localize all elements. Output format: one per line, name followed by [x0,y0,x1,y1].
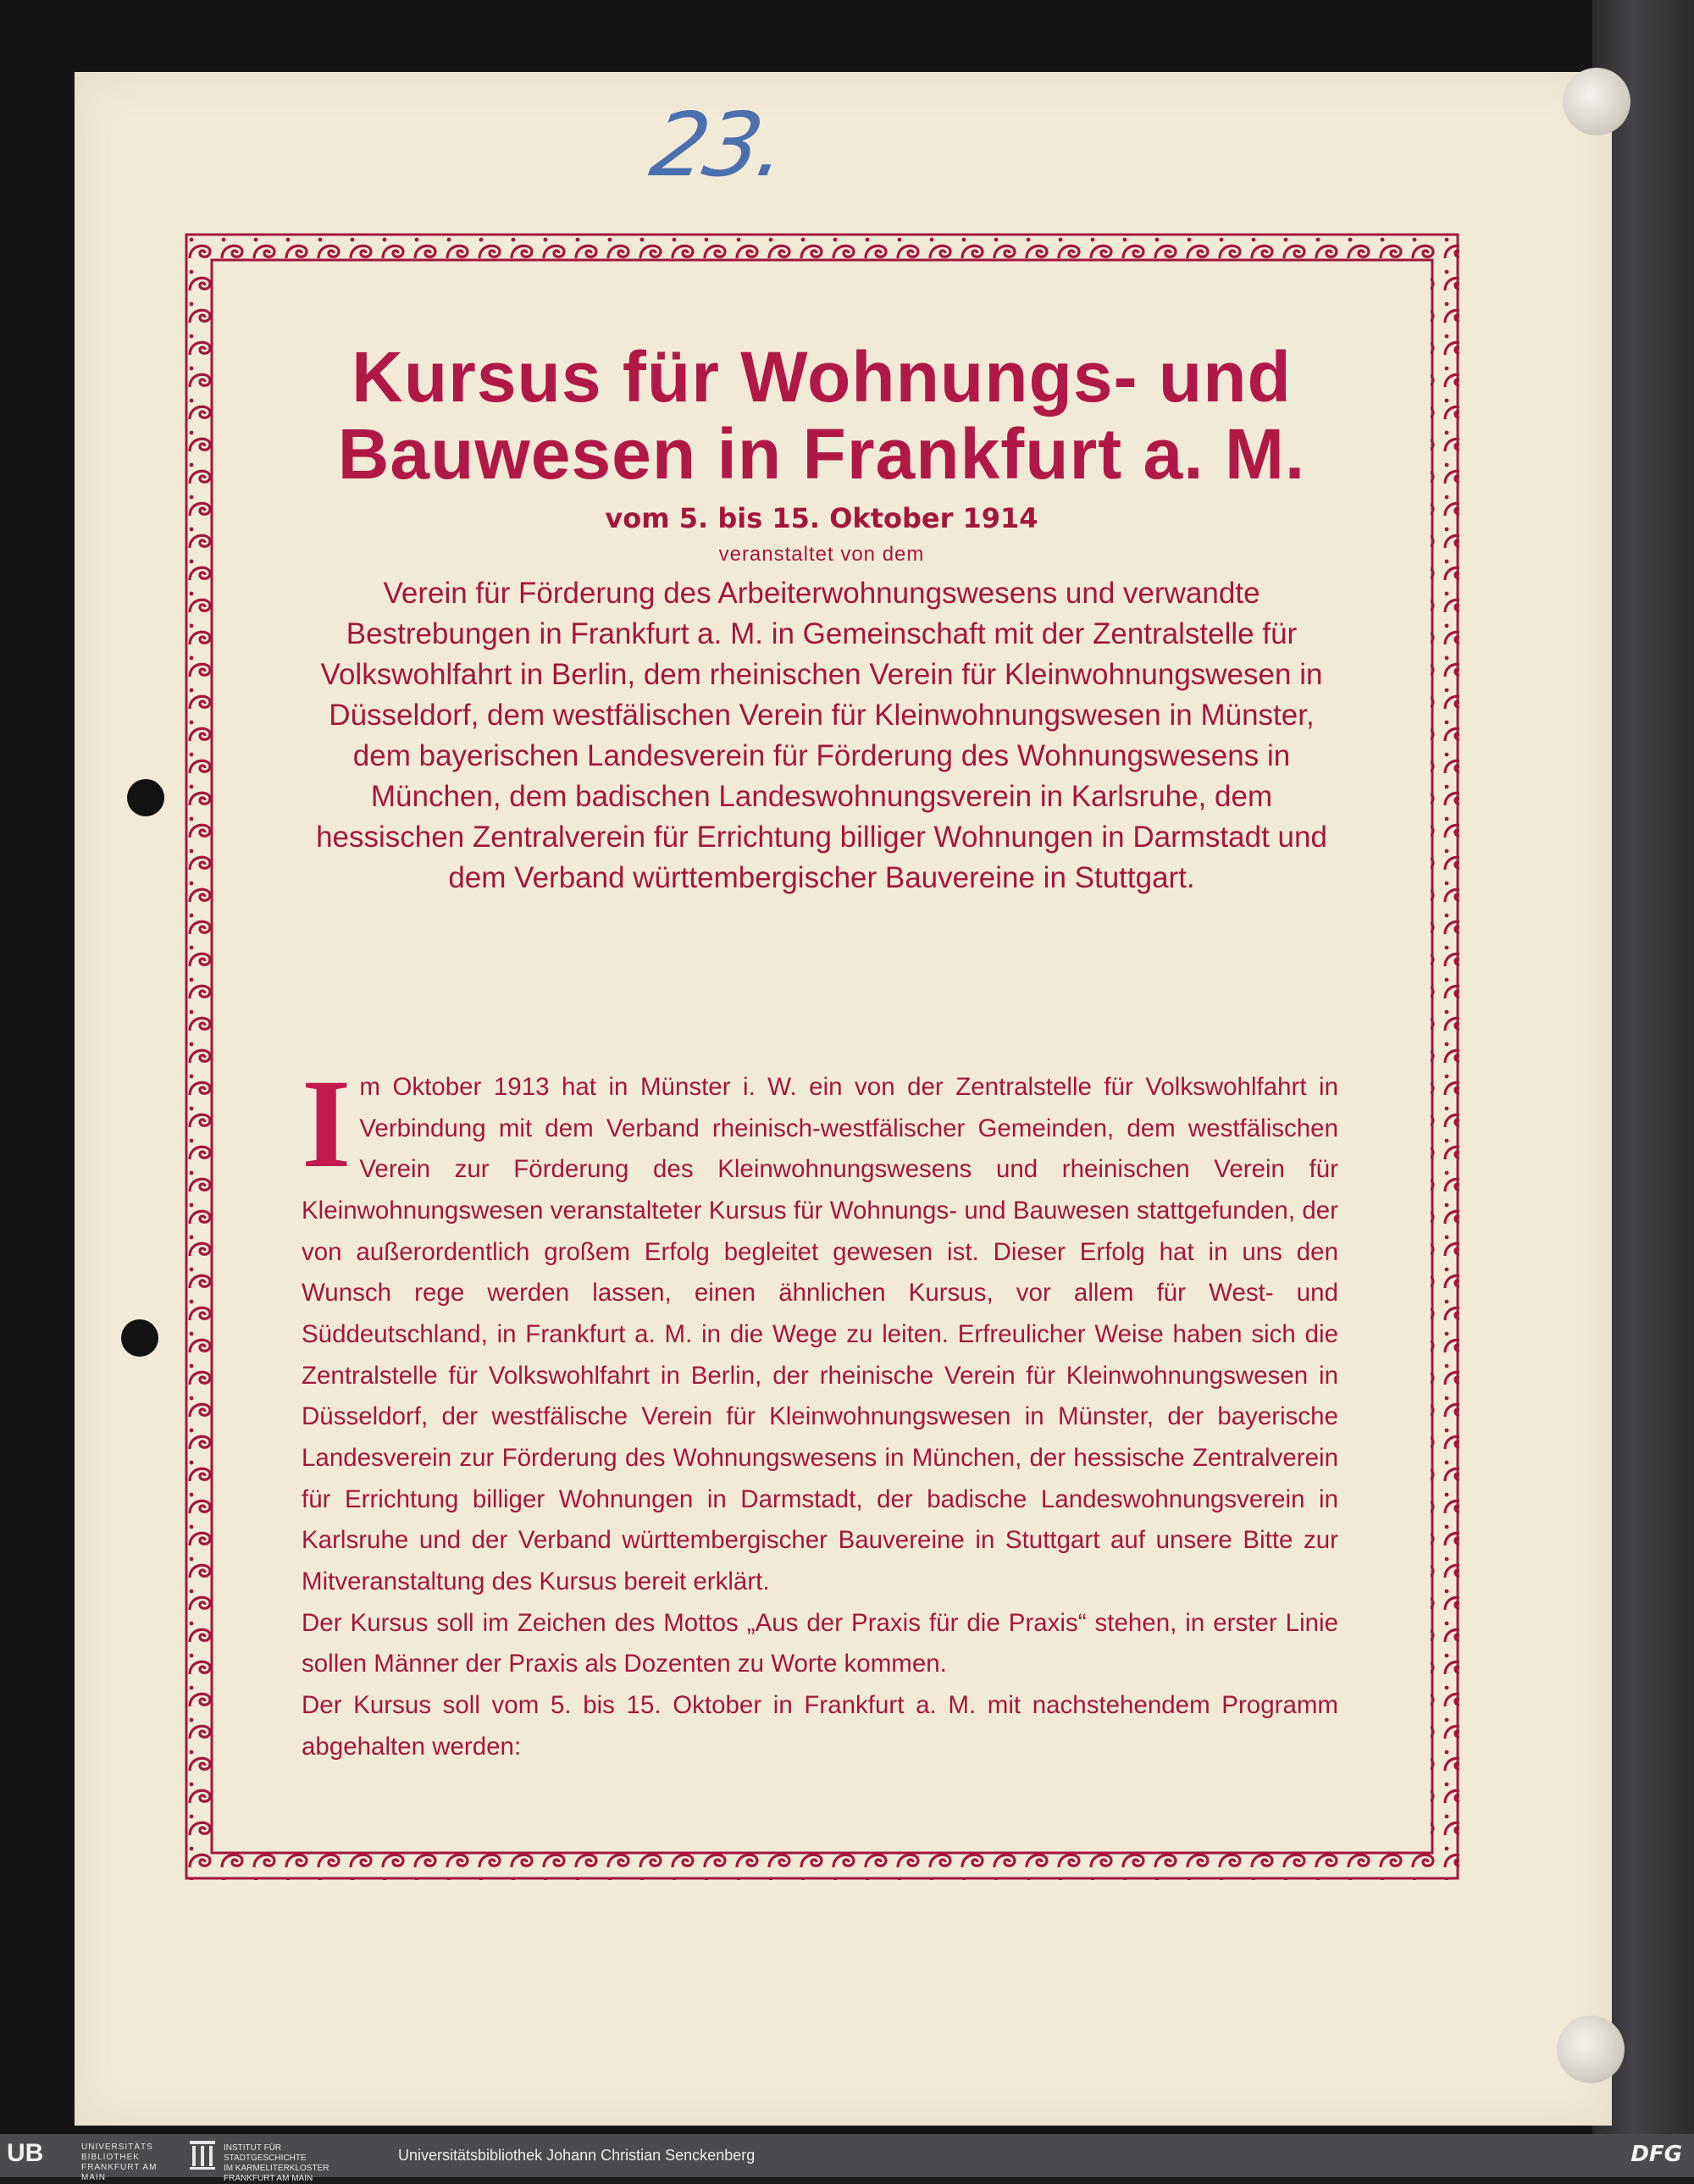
paragraph-motto: Der Kursus soll im Zeichen des Mottos „Aus der Praxis für die Praxis“ stehen, in erster Linie sollen Männer der Praxis als Dozenten zu Worte kommen. [302,1608,1338,1678]
punch-hole-upper [127,779,164,816]
columns-icon [188,2139,217,2171]
page-title: Kursus für Wohnungs- und Bauwesen in Frankfurt a. M. [337,337,1306,494]
handwritten-number: 23. [643,93,792,196]
viewer-footer [0,2134,1694,2183]
ub-line-1: UNIVERSITÄTS [81,2143,153,2152]
clip-top [1563,68,1630,135]
paragraph-intro [302,1053,1338,1603]
library-credit: Universitätsbibliothek Johann Christian Senckenberg [398,2147,756,2164]
course-dates: vom 5. bis 15. Oktober 1914 [605,502,1038,535]
header-block [296,339,1347,898]
clip-bottom [1557,2015,1625,2083]
paragraph-intro-text: m Oktober 1913 hat in Münster i. W. ein von der Zentralstelle für Volkswohlfahrt in Verbindung mit dem Verband rheinisch-westfälischer Gemeinden, dem westfälischen Verein zur Förderung des Kleinwohnungswesens und rheinischen Verein für Kleinwohnungswesen veranstalteter Kursus für Wohnungs- und Bauwesen stattgefunden, der von außerordentlich großem Erfolg begleitet gewesen ist. Dieser Erfolg hat in uns den Wunsch rege werden lassen, einen ähnlichen Kursus, vor allem für West- und Süddeutschland, in Frankfurt a. M. in die Wege zu leiten. Erfreulicher Weise haben sich die Zentralstelle für Volkswohlfahrt in Berlin, der rheinische Verein für Kleinwohnungswesen in Düsseldorf, der westfälische Verein für Kleinwohnungswesen in Münster, der bayerische Landesverein zur Förderung des Wohnungswesens in München, der hessische Zentralverein für Errichtung billiger Wohnungen in Darmstadt, der badische Landeswohnungsverein in Karlsruhe und der Verband württembergischer Bauvereine in Stuttgart auf unsere Bitte zur Mitveranstaltung des Kursus bereit erklärt. [302,1073,1338,1596]
ifs-line-2: STADTGESCHICHTE [224,2154,307,2163]
body-text [302,1053,1338,1767]
ub-mark: UB [7,2139,44,2167]
ifs-line-1: INSTITUT FÜR [224,2143,282,2153]
byline: veranstaltet von dem [718,543,925,567]
ub-line-2: BIBLIOTHEK [81,2153,140,2162]
organisers: Verein für Förderung des Arbeiterwohnungswesens und verwandte Bestrebungen in Frankfurt a. M. in Gemeinschaft mit der Zentralstelle für Volkswohlfahrt in Berlin, dem rheinischen Verein für Kleinwohnungswesen in Düsseldorf, dem westfälischen Verein für Kleinwohnungswesen in Münster, dem bayerischen Landesverein für Förderung des Wohnungswesens in München, dem badischen Landeswohnungsverein in Karlsruhe, dem hessischen Zentralverein für Errichtung billiger Wohnungen in Darmstadt und dem Verband württembergischer Bauvereine in Stuttgart. [316,577,1327,894]
paragraph-programme: Der Kursus soll vom 5. bis 15. Oktober in Frankfurt a. M. mit nachstehendem Programm abgehalten werden: [302,1691,1338,1761]
ub-logo[interactable] [7,2139,180,2182]
ub-line-3: FRANKFURT AM MAIN [81,2163,158,2182]
ifs-logo[interactable] [188,2139,349,2183]
ifs-name [224,2143,329,2184]
ifs-line-3: IM KARMELITERKLOSTER [224,2164,329,2173]
punch-hole-lower [121,1319,158,1357]
drop-cap: I [302,1053,352,1194]
ifs-line-4: FRANKFURT AM MAIN [224,2174,313,2183]
dfg-logo[interactable]: DFG [1630,2142,1682,2167]
